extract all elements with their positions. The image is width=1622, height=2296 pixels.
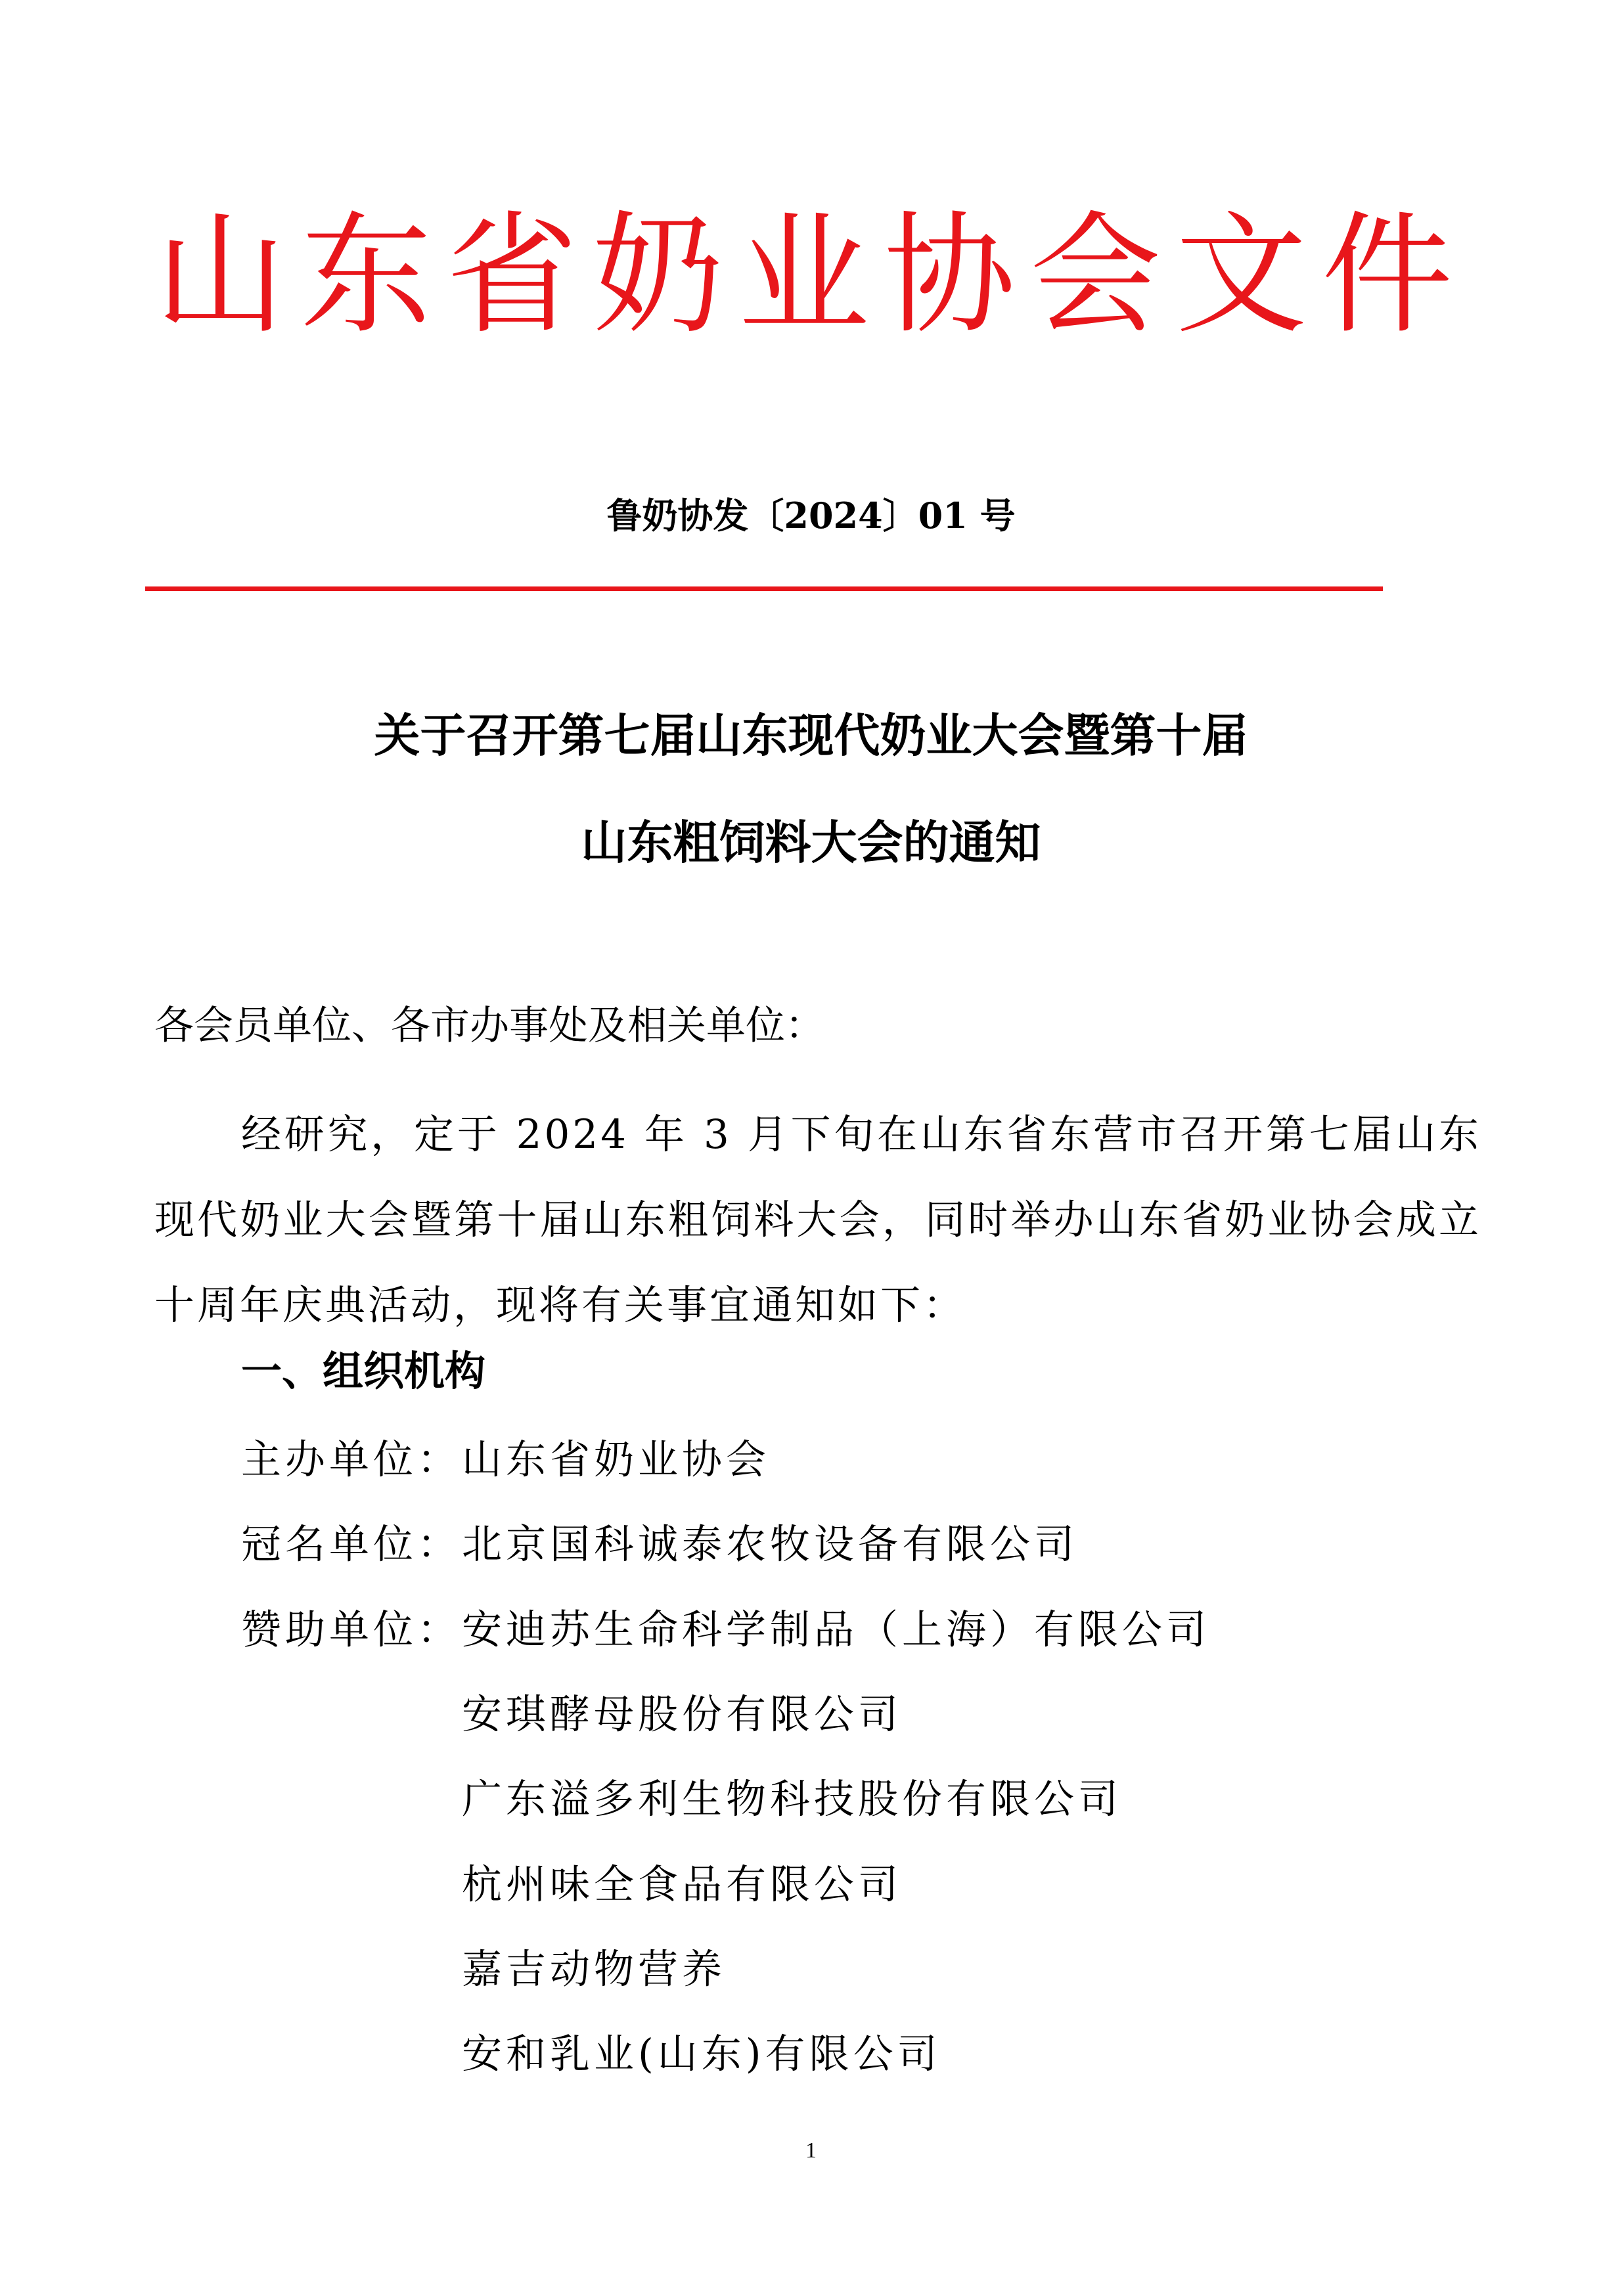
sponsor-item: 杭州味全食品有限公司 <box>462 1861 903 1908</box>
title-sponsor-row <box>241 1518 1078 1571</box>
salutation: 各会员单位、各市办事处及相关单位： <box>154 1003 824 1049</box>
section-heading-organization: 一、组织机构 <box>241 1347 486 1395</box>
host-label: 主办单位： <box>241 1436 462 1483</box>
sponsors-label: 赞助单位： <box>241 1606 462 1653</box>
document-number: 鲁奶协发〔2024〕01 号 <box>606 495 1016 537</box>
sponsor-item: 嘉吉动物营养 <box>462 1946 727 1993</box>
sponsor-item: 安迪苏生命科学制品（上海）有限公司 <box>462 1606 1211 1653</box>
host-row <box>241 1434 770 1486</box>
notice-title-line-2: 山东粗饲料大会的通知 <box>581 815 1041 870</box>
sponsor-item: 安琪酵母股份有限公司 <box>462 1691 903 1738</box>
masthead-title: 山东省奶业协会文件 <box>154 199 1468 352</box>
red-divider-line <box>145 586 1383 591</box>
page-number: 1 <box>805 2138 817 2163</box>
sponsor-item: 安和乳业(山东)有限公司 <box>462 2031 941 2077</box>
host-value: 山东省奶业协会 <box>462 1436 771 1483</box>
body-paragraph: 经研究，定于 2024 年 3 月下旬在山东省东营市召开第七届山东现代奶业大会暨第十届山东粗饲料大会，同时举办山东省奶业协会成立十周年庆典活动，现将有关事宜通知如下： <box>154 1111 1481 1329</box>
title-sponsor-value: 北京国科诚泰农牧设备有限公司 <box>462 1521 1079 1568</box>
sponsors-row <box>241 1604 462 1656</box>
sponsor-item: 广东溢多利生物科技股份有限公司 <box>462 1776 1123 1822</box>
title-sponsor-label: 冠名单位： <box>241 1521 462 1568</box>
notice-title-line-1: 关于召开第七届山东现代奶业大会暨第十届 <box>374 708 1248 762</box>
